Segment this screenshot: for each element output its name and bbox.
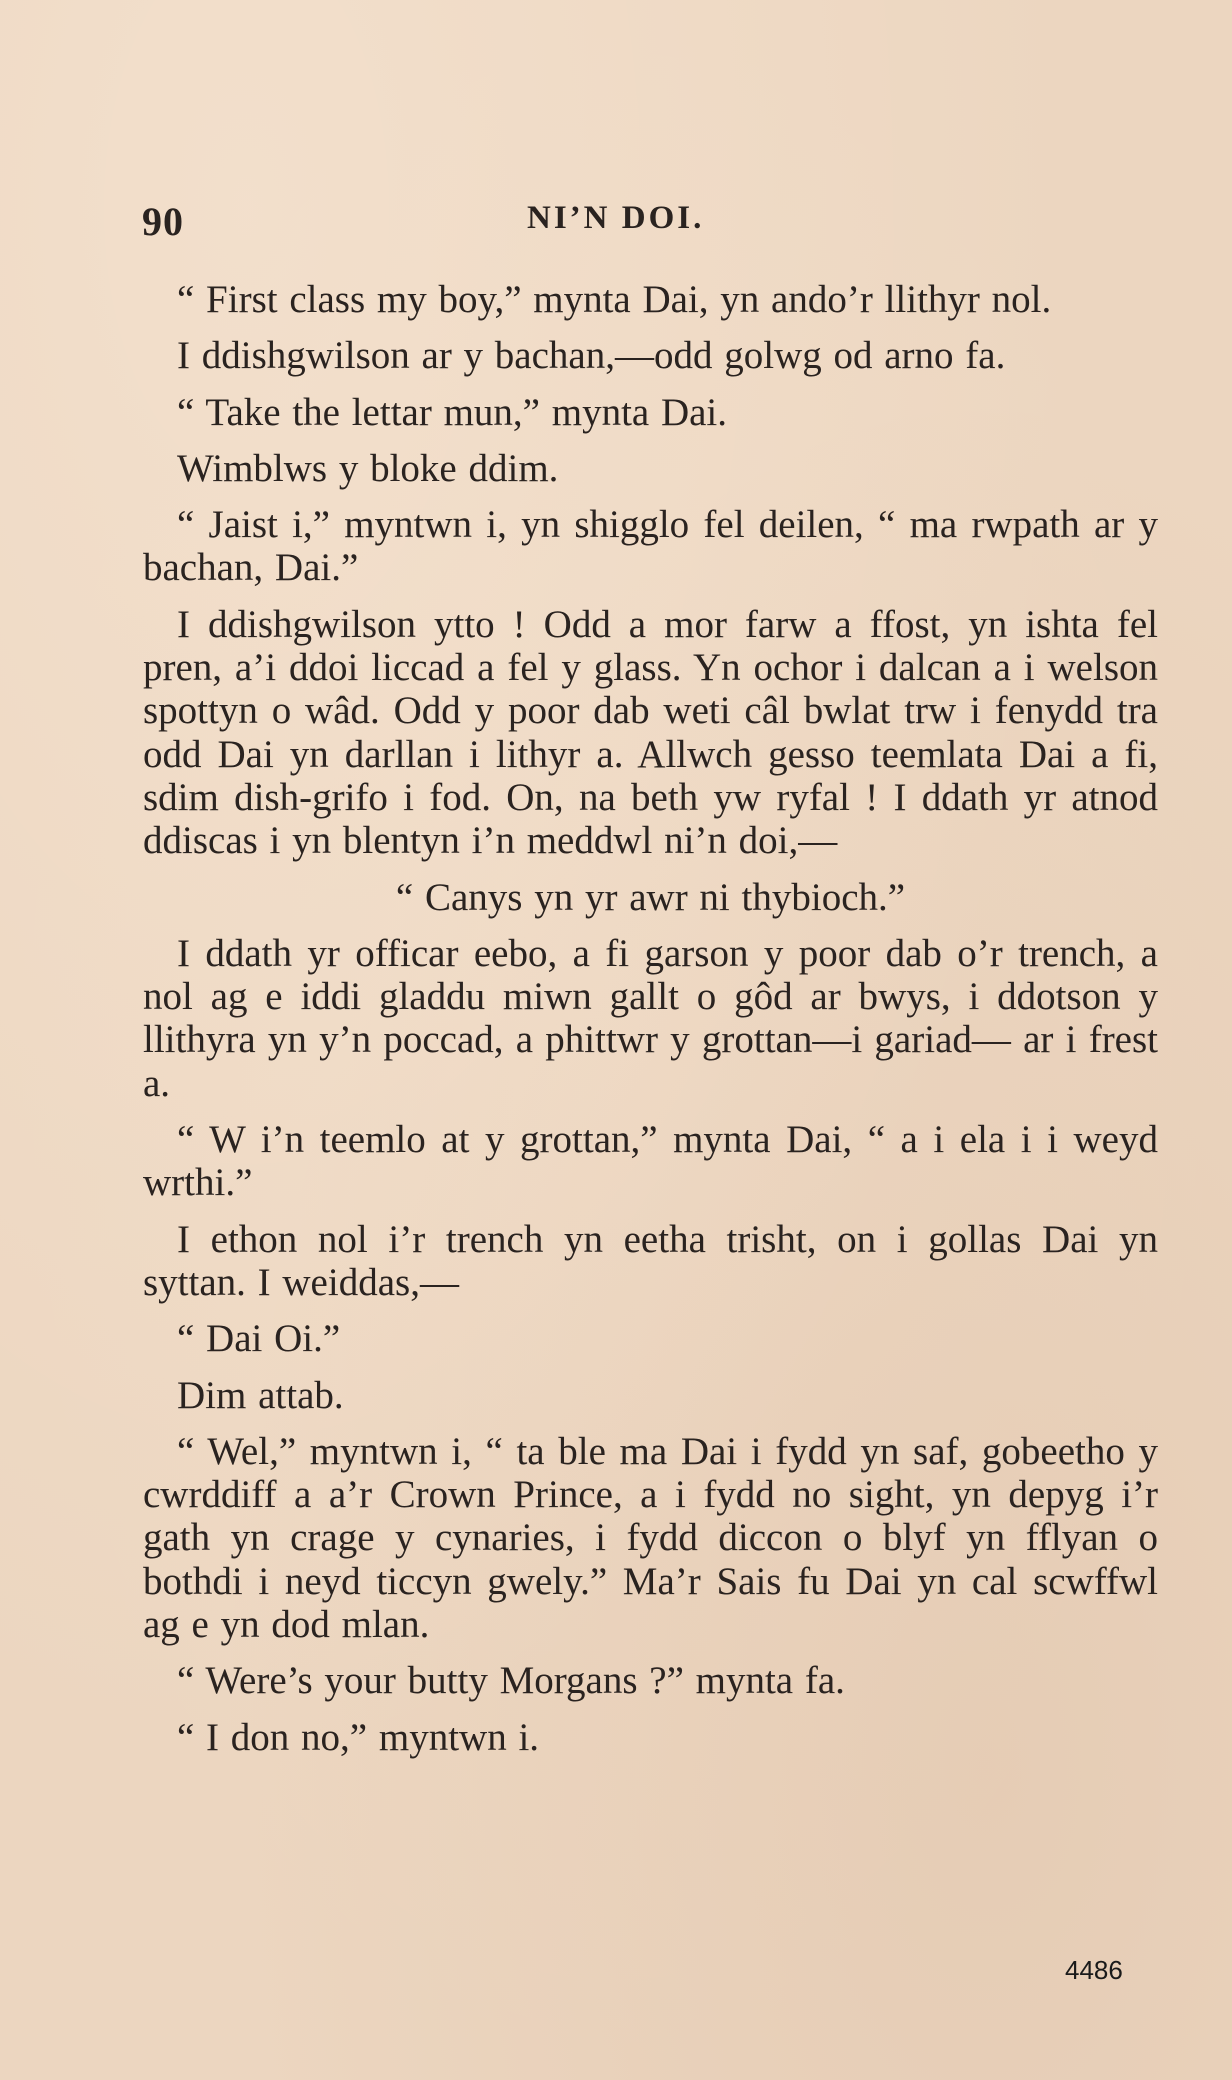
paragraph: “ Dai Oi.”: [177, 1317, 341, 1361]
paragraph: I ethon nol i’r trench yn eetha trisht, on i gollas Dai yn syttan. I weiddas,—: [143, 1217, 1158, 1304]
paragraph: Wimblws y bloke ddim.: [177, 446, 559, 490]
page-header: [142, 198, 1162, 248]
paragraph: “ I don no,” myntwn i.: [177, 1715, 540, 1759]
paragraph: I ddishgwilson ytto ! Odd a mor farw a ffost, yn ishta fel pren, a’i ddoi liccad a fel y glass. Yn ochor i dalcan a i welson spottyn o wâd. Odd y poor dab weti câl bwlat trw i fenydd tra odd Dai yn darllan i lithyr a. Allwch gesso teemlata Dai a fi, sdim dish-grifo i fod. On, na beth yw ryfal ! I ddath yr atnod ddiscas i yn blentyn i’n meddwl ni’n doi,—: [143, 602, 1158, 863]
quotation-line: “ Canys yn yr awr ni thybioch.”: [395, 875, 906, 919]
body-text: [143, 278, 1158, 1772]
page-number: 90: [142, 199, 184, 244]
paragraph: “ First class my boy,” mynta Dai, yn ando’r llithyr nol.: [177, 278, 1052, 321]
catalog-number: 4486: [1065, 1955, 1123, 1985]
paragraph: “ Jaist i,” myntwn i, yn shigglo fel deilen, “ ma rwpath ar y bachan, Dai.”: [143, 503, 1158, 590]
paragraph: “ W i’n teemlo at y grottan,” mynta Dai, “ a i ela i i weyd wrthi.”: [143, 1118, 1158, 1205]
paragraph: “ Wel,” myntwn i, “ ta ble ma Dai i fydd yn saf, gobeetho y cwrddiff a a’r Crown Prince, a i fydd no sight, yn depyg i’r gath yn crage y cynaries, i fydd diccon o blyf yn fflyan o bothdi i neyd ticcyn gwely.” Ma’r Sais fu Dai yn cal scwffwl ag e yn dod mlan.: [143, 1429, 1158, 1647]
running-title: NI’N DOI.: [527, 200, 705, 236]
paragraph: I ddishgwilson ar y bachan,—odd golwg od arno fa.: [177, 334, 1006, 378]
paragraph: “ Were’s your butty Morgans ?” mynta fa.: [177, 1659, 845, 1703]
paragraph: “ Take the lettar mun,” mynta Dai.: [177, 390, 728, 434]
paragraph: I ddath yr officar eebo, a fi garson y poor dab o’r trench, a nol ag e iddi gladdu miwn gallt o gôd ar bwys, i ddotson y llithyra yn y’n poccad, a phittwr y grottan—i gariad— ar i frest a.: [143, 931, 1158, 1105]
paragraph: Dim attab.: [177, 1373, 344, 1417]
